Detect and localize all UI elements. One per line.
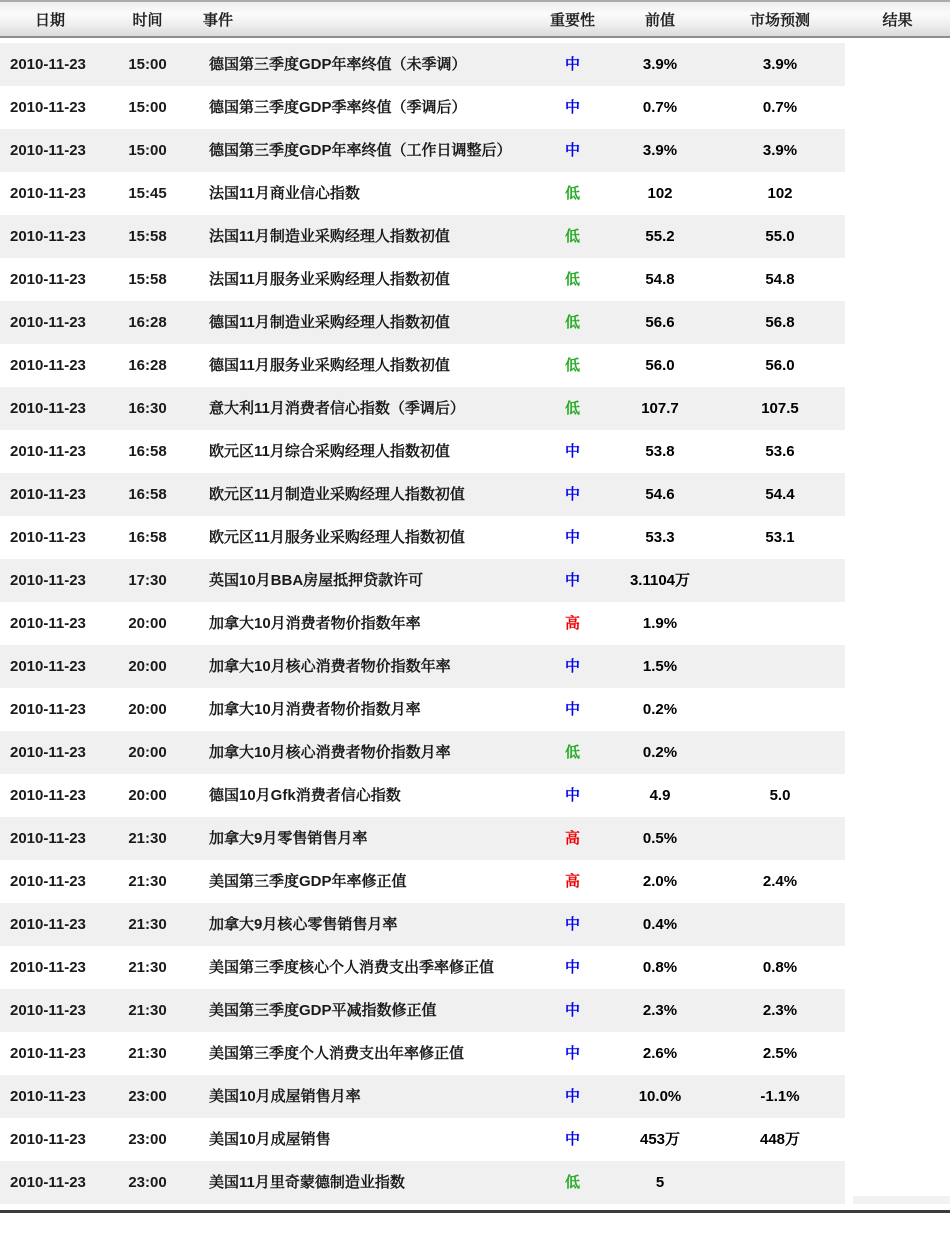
cell-date: 2010-11-23 <box>10 959 86 976</box>
cell-event: 美国第三季度GDP年率修正值 <box>209 873 407 890</box>
cell-importance: 中 <box>564 529 580 546</box>
cell-event: 加拿大9月零售销售月率 <box>195 817 540 860</box>
cell-importance: 低 <box>564 185 580 202</box>
cell-date: 2010-11-23 <box>10 1045 86 1062</box>
cell-result <box>845 688 950 731</box>
table-row <box>0 43 950 86</box>
economic-calendar-table <box>0 43 950 1204</box>
cell-importance: 高 <box>564 615 580 632</box>
bottom-rule <box>0 1210 950 1213</box>
cell-forecast <box>715 559 845 602</box>
cell-importance: 中 <box>540 129 605 172</box>
cell-date: 2010-11-23 <box>0 129 100 172</box>
cell-forecast <box>715 903 845 946</box>
cell-forecast: 54.4 <box>715 473 845 516</box>
cell-forecast: 53.6 <box>765 443 795 460</box>
cell-time: 15:45 <box>128 185 167 202</box>
cell-importance: 中 <box>540 903 605 946</box>
cell-event: 加拿大10月核心消费者物价指数月率 <box>195 731 540 774</box>
cell-time: 16:58 <box>128 529 167 546</box>
cell-time: 21:30 <box>128 959 167 976</box>
cell-previous: 1.9% <box>642 615 678 632</box>
cell-time: 20:00 <box>100 731 195 774</box>
cell-result <box>845 344 950 387</box>
cell-result <box>845 602 950 645</box>
header-importance: 重要性 <box>549 12 595 29</box>
table-row <box>0 172 950 215</box>
cell-event: 美国第三季度GDP平减指数修正值 <box>195 989 540 1032</box>
cell-previous: 0.2% <box>642 701 678 718</box>
cell-forecast: 55.0 <box>715 215 845 258</box>
cell-date: 2010-11-23 <box>10 443 86 460</box>
cell-result <box>845 430 950 473</box>
cell-time: 15:00 <box>128 99 167 116</box>
cell-date: 2010-11-23 <box>10 1131 86 1148</box>
cell-previous: 3.1104万 <box>605 559 715 602</box>
cell-importance: 中 <box>564 701 580 718</box>
table-row <box>0 860 950 903</box>
cell-result <box>845 1118 950 1161</box>
cell-time: 16:30 <box>100 387 195 430</box>
cell-event: 美国11月里奇蒙德制造业指数 <box>195 1161 540 1204</box>
cell-date: 2010-11-23 <box>0 817 100 860</box>
cell-forecast: 2.5% <box>762 1045 798 1062</box>
cell-event: 法国11月商业信心指数 <box>209 185 360 202</box>
table-row <box>0 473 950 516</box>
cell-previous: 2.0% <box>642 873 678 890</box>
cell-result <box>845 172 950 215</box>
cell-forecast: 102 <box>767 185 793 202</box>
cell-event: 德国第三季度GDP季率终值（季调后） <box>209 99 467 116</box>
cell-forecast: -1.1% <box>715 1075 845 1118</box>
cell-previous: 56.0 <box>645 357 675 374</box>
cell-previous: 10.0% <box>605 1075 715 1118</box>
cell-previous: 53.8 <box>645 443 675 460</box>
cell-previous: 453万 <box>639 1131 681 1148</box>
footer-strip <box>853 1196 950 1204</box>
table-row <box>0 1032 950 1075</box>
cell-time: 23:00 <box>100 1161 195 1204</box>
cell-result <box>845 473 950 516</box>
cell-forecast: 56.0 <box>765 357 795 374</box>
table-row <box>0 731 950 774</box>
cell-result <box>845 129 950 172</box>
cell-date: 2010-11-23 <box>0 645 100 688</box>
cell-date: 2010-11-23 <box>10 99 86 116</box>
header-time: 时间 <box>132 12 163 29</box>
cell-forecast <box>715 817 845 860</box>
cell-event: 法国11月制造业采购经理人指数初值 <box>195 215 540 258</box>
cell-importance: 中 <box>540 473 605 516</box>
cell-forecast: 3.9% <box>715 43 845 86</box>
cell-event: 加拿大10月消费者物价指数月率 <box>209 701 421 718</box>
table-row <box>0 903 950 946</box>
cell-previous: 0.8% <box>642 959 678 976</box>
cell-importance: 中 <box>540 645 605 688</box>
header-event: 事件 <box>203 12 234 29</box>
cell-time: 16:58 <box>128 443 167 460</box>
cell-time: 16:28 <box>128 357 167 374</box>
cell-time: 21:30 <box>100 817 195 860</box>
table-row <box>0 1075 950 1118</box>
table-row <box>0 774 950 817</box>
table-row <box>0 645 950 688</box>
cell-result <box>845 817 950 860</box>
cell-date: 2010-11-23 <box>10 873 86 890</box>
cell-event: 意大利11月消费者信心指数（季调后） <box>195 387 540 430</box>
cell-event: 欧元区11月综合采购经理人指数初值 <box>209 443 450 460</box>
cell-date: 2010-11-23 <box>0 215 100 258</box>
cell-previous: 0.7% <box>642 99 678 116</box>
cell-date: 2010-11-23 <box>0 903 100 946</box>
cell-time: 15:58 <box>100 215 195 258</box>
table-row <box>0 946 950 989</box>
cell-previous: 56.6 <box>605 301 715 344</box>
cell-previous: 102 <box>647 185 673 202</box>
table-row <box>0 688 950 731</box>
cell-importance: 中 <box>564 1131 580 1148</box>
table-row <box>0 817 950 860</box>
table-row <box>0 516 950 559</box>
cell-time: 21:30 <box>100 989 195 1032</box>
cell-time: 16:28 <box>100 301 195 344</box>
cell-event: 美国10月成屋销售月率 <box>195 1075 540 1118</box>
cell-importance: 高 <box>564 873 580 890</box>
cell-time: 15:00 <box>100 129 195 172</box>
cell-result <box>845 86 950 129</box>
cell-previous: 55.2 <box>605 215 715 258</box>
cell-event: 美国第三季度核心个人消费支出季率修正值 <box>209 959 495 976</box>
cell-date: 2010-11-23 <box>0 731 100 774</box>
header-result: 结果 <box>882 12 913 29</box>
cell-importance: 中 <box>540 559 605 602</box>
cell-previous: 3.9% <box>605 43 715 86</box>
cell-forecast <box>715 731 845 774</box>
cell-time: 23:00 <box>100 1075 195 1118</box>
table-row <box>0 258 950 301</box>
cell-result <box>845 516 950 559</box>
cell-time: 15:58 <box>128 271 167 288</box>
cell-forecast: 5.0 <box>769 787 791 804</box>
cell-date: 2010-11-23 <box>10 701 86 718</box>
cell-forecast: 3.9% <box>715 129 845 172</box>
cell-result <box>845 43 950 86</box>
cell-forecast: 448万 <box>759 1131 801 1148</box>
table-row <box>0 1118 950 1161</box>
cell-result <box>845 645 950 688</box>
cell-date: 2010-11-23 <box>10 357 86 374</box>
table-row <box>0 344 950 387</box>
cell-result <box>845 989 950 1032</box>
cell-forecast <box>715 602 845 645</box>
cell-time: 21:30 <box>100 903 195 946</box>
cell-importance: 中 <box>564 1045 580 1062</box>
calendar-header-bar <box>0 0 950 38</box>
cell-importance: 中 <box>564 787 580 804</box>
cell-importance: 中 <box>540 989 605 1032</box>
cell-importance: 中 <box>564 99 580 116</box>
cell-date: 2010-11-23 <box>10 529 86 546</box>
cell-result <box>845 731 950 774</box>
table-row <box>0 129 950 172</box>
cell-event: 法国11月服务业采购经理人指数初值 <box>209 271 450 288</box>
cell-previous: 4.9 <box>649 787 671 804</box>
cell-result <box>845 559 950 602</box>
cell-result <box>845 903 950 946</box>
cell-previous: 2.6% <box>642 1045 678 1062</box>
cell-importance: 中 <box>540 1075 605 1118</box>
cell-event: 加拿大9月核心零售销售月率 <box>195 903 540 946</box>
cell-time: 16:58 <box>100 473 195 516</box>
table-row <box>0 430 950 473</box>
table-row <box>0 301 950 344</box>
cell-result <box>845 258 950 301</box>
cell-event: 欧元区11月制造业采购经理人指数初值 <box>195 473 540 516</box>
cell-result <box>845 387 950 430</box>
cell-time: 20:00 <box>128 701 167 718</box>
cell-event: 加拿大10月消费者物价指数年率 <box>209 615 421 632</box>
cell-event: 欧元区11月服务业采购经理人指数初值 <box>209 529 465 546</box>
cell-previous: 1.5% <box>605 645 715 688</box>
cell-importance: 中 <box>564 959 580 976</box>
cell-event: 德国第三季度GDP年率终值（未季调） <box>195 43 540 86</box>
cell-importance: 低 <box>540 1161 605 1204</box>
cell-previous: 5 <box>605 1161 715 1204</box>
cell-date: 2010-11-23 <box>0 301 100 344</box>
cell-importance: 高 <box>540 817 605 860</box>
cell-forecast: 0.8% <box>762 959 798 976</box>
cell-date: 2010-11-23 <box>0 559 100 602</box>
cell-forecast: 53.1 <box>765 529 795 546</box>
cell-importance: 低 <box>540 387 605 430</box>
cell-event: 美国第三季度个人消费支出年率修正值 <box>209 1045 465 1062</box>
header-forecast: 市场预测 <box>749 12 810 29</box>
table-footer <box>0 1204 950 1210</box>
cell-event: 德国10月Gfk消费者信心指数 <box>209 787 401 804</box>
cell-importance: 低 <box>564 357 580 374</box>
cell-previous: 107.7 <box>605 387 715 430</box>
cell-result <box>845 860 950 903</box>
table-row <box>0 559 950 602</box>
cell-previous: 3.9% <box>605 129 715 172</box>
cell-forecast: 2.3% <box>715 989 845 1032</box>
cell-time: 20:00 <box>128 787 167 804</box>
cell-date: 2010-11-23 <box>0 1161 100 1204</box>
cell-date: 2010-11-23 <box>10 787 86 804</box>
cell-date: 2010-11-23 <box>0 989 100 1032</box>
cell-date: 2010-11-23 <box>0 1075 100 1118</box>
cell-result <box>845 1032 950 1075</box>
cell-event: 德国11月制造业采购经理人指数初值 <box>195 301 540 344</box>
cell-result <box>845 1075 950 1118</box>
table-row <box>0 602 950 645</box>
cell-importance: 低 <box>540 731 605 774</box>
cell-previous: 54.8 <box>645 271 675 288</box>
cell-importance: 低 <box>564 271 580 288</box>
table-body <box>0 43 950 1204</box>
cell-time: 21:30 <box>128 1045 167 1062</box>
cell-result <box>845 215 950 258</box>
cell-event: 加拿大10月核心消费者物价指数年率 <box>195 645 540 688</box>
cell-importance: 中 <box>540 43 605 86</box>
cell-previous: 0.2% <box>605 731 715 774</box>
cell-previous: 54.6 <box>605 473 715 516</box>
cell-forecast: 107.5 <box>715 387 845 430</box>
cell-forecast: 2.4% <box>762 873 798 890</box>
cell-importance: 低 <box>540 301 605 344</box>
cell-forecast <box>715 688 845 731</box>
cell-event: 英国10月BBA房屋抵押贷款许可 <box>195 559 540 602</box>
header-date: 日期 <box>34 12 65 29</box>
cell-time: 23:00 <box>128 1131 167 1148</box>
cell-time: 17:30 <box>100 559 195 602</box>
cell-importance: 中 <box>564 443 580 460</box>
cell-forecast <box>715 645 845 688</box>
cell-previous: 2.3% <box>605 989 715 1032</box>
table-row <box>0 86 950 129</box>
cell-event: 德国11月服务业采购经理人指数初值 <box>209 357 450 374</box>
cell-date: 2010-11-23 <box>10 615 86 632</box>
cell-result <box>845 946 950 989</box>
cell-previous: 0.5% <box>605 817 715 860</box>
cell-time: 15:00 <box>100 43 195 86</box>
cell-date: 2010-11-23 <box>0 387 100 430</box>
cell-time: 20:00 <box>100 645 195 688</box>
cell-forecast <box>715 1161 845 1204</box>
table-row <box>0 215 950 258</box>
cell-result <box>845 774 950 817</box>
cell-date: 2010-11-23 <box>10 271 86 288</box>
cell-forecast: 54.8 <box>765 271 795 288</box>
table-row <box>0 1161 950 1204</box>
table-row <box>0 989 950 1032</box>
cell-previous: 53.3 <box>645 529 675 546</box>
cell-previous: 0.4% <box>605 903 715 946</box>
cell-result <box>845 301 950 344</box>
cell-event: 美国10月成屋销售 <box>209 1131 331 1148</box>
table-row <box>0 387 950 430</box>
cell-time: 20:00 <box>128 615 167 632</box>
cell-forecast: 0.7% <box>762 99 798 116</box>
header-previous: 前值 <box>644 12 675 29</box>
cell-forecast: 56.8 <box>715 301 845 344</box>
cell-importance: 低 <box>540 215 605 258</box>
cell-event: 德国第三季度GDP年率终值（工作日调整后） <box>195 129 540 172</box>
table-header-row <box>0 1 950 37</box>
cell-date: 2010-11-23 <box>0 473 100 516</box>
cell-date: 2010-11-23 <box>10 185 86 202</box>
cell-time: 21:30 <box>128 873 167 890</box>
cell-date: 2010-11-23 <box>0 43 100 86</box>
